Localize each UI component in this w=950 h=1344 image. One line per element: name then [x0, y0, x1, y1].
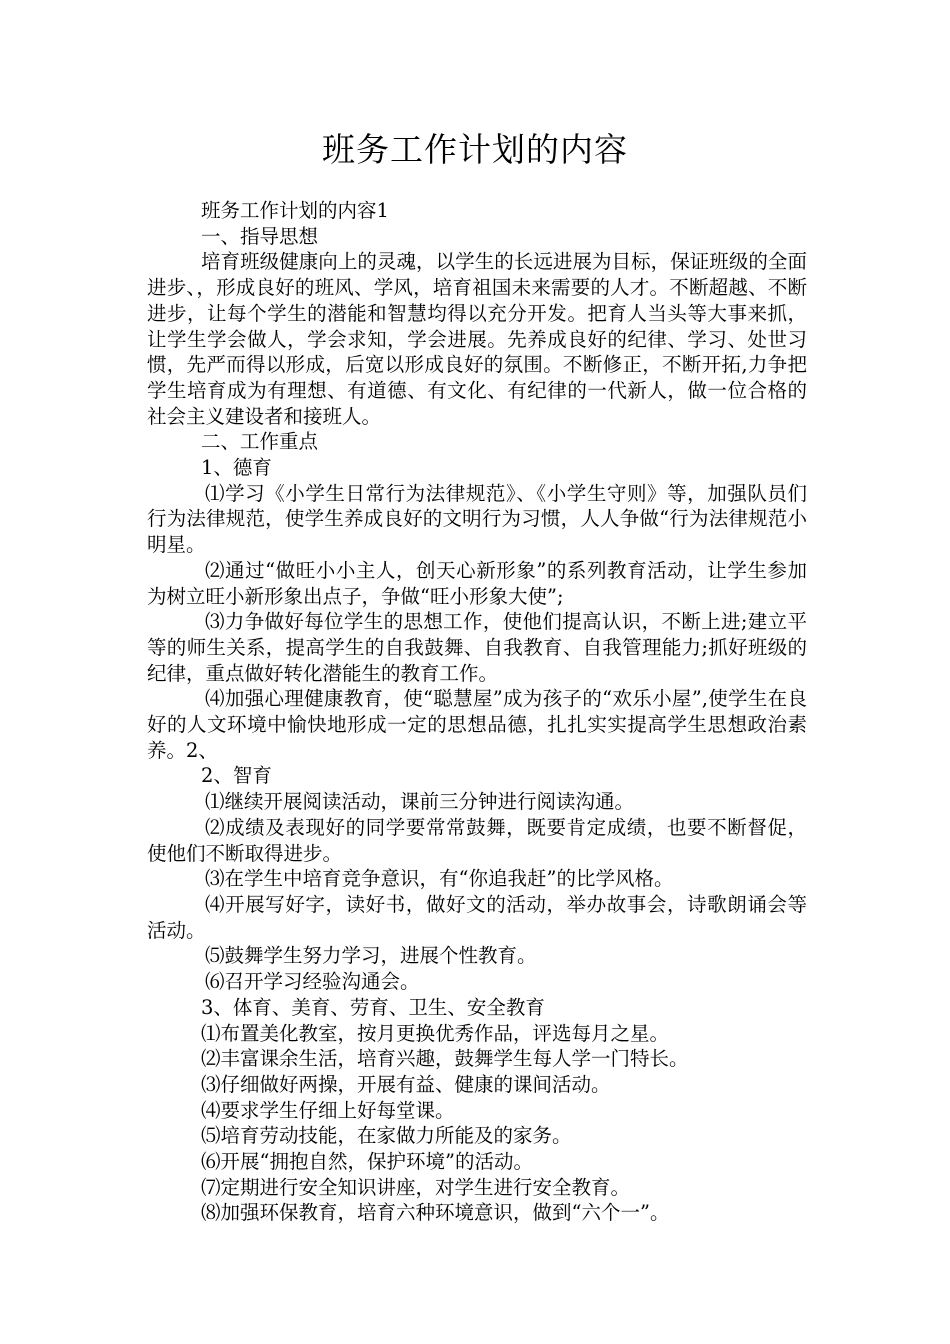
heading-work-focus: 二、工作重点	[201, 430, 319, 454]
moral-item-1: ⑴学习《小学生日常行为法律规范》、《小学生守则》等，加强队员们行为法律规范，使学生养成良好的文明行为习惯，人人争做“行为法律规范小明星。	[147, 481, 807, 557]
intellectual-item-2: ⑵成绩及表现好的同学要常常鼓舞，既要肯定成绩，也要不断督促，使他们不断取得进步。	[147, 815, 807, 865]
document-title: 班务工作计划的内容	[322, 130, 628, 169]
intellectual-item-3: ⑶在学生中培育竞争意识，有“你追我赶”的比学风格。	[205, 867, 674, 891]
other-item-8: ⑻加强环保教育，培育六种环境意识，做到“六个一”。	[201, 1201, 670, 1225]
heading-other-education: 3、体育、美育、劳育、卫生、安全教育	[201, 995, 545, 1019]
heading-intellectual-education: 2、智育	[201, 764, 272, 788]
heading-moral-education: 1、德育	[201, 456, 272, 480]
other-item-7: ⑺定期进行安全知识讲座，对学生进行安全教育。	[201, 1175, 631, 1199]
intellectual-item-6: ⑹召开学习经验沟通会。	[205, 970, 420, 994]
paragraph-guiding-ideology: 培育班级健康向上的灵魂，以学生的长远进展为目标，保证班级的全面进步、，形成良好的班风、学风，培育祖国未来需要的人才。不断超越、不断进步，让每个学生的潜能和智慧均得以充分开发。把育人当头等大事来抓，让学生学会做人，学会求知，学会进展。先养成良好的纪律、学习、处世习惯，先严而得以形成，后宽以形成良好的氛围。不断修正，不断开拓,力争把学生培育成为有理想、有道德、有文化、有纪律的一代新人，做一位合格的社会主义建设者和接班人。	[147, 250, 807, 428]
intellectual-item-5: ⑸鼓舞学生努力学习，进展个性教育。	[205, 944, 537, 968]
other-item-4: ⑷要求学生仔细上好每堂课。	[201, 1098, 455, 1122]
other-item-6: ⑹开展“拥抱自然，保护环境”的活动。	[201, 1150, 533, 1174]
other-item-1: ⑴布置美化教室，按月更换优秀作品，评选每月之星。	[201, 1021, 670, 1045]
moral-item-3: ⑶力争做好每位学生的思想工作，使他们提高认识，不断上进;建立平等的师生关系，提高学生的自我鼓舞、自我教育、自我管理能力;抓好班级的纪律，重点做好转化潜能生的教育工作。	[147, 610, 807, 685]
intellectual-item-1: ⑴继续开展阅读活动，课前三分钟进行阅读沟通。	[205, 790, 635, 814]
other-item-3: ⑶仔细做好两操，开展有益、健康的课间活动。	[201, 1072, 611, 1096]
other-item-5: ⑸培育劳动技能，在家做力所能及的家务。	[201, 1124, 572, 1148]
heading-guiding-ideology: 一、指导思想	[201, 224, 319, 248]
moral-item-4: ⑷加强心理健康教育，使“聪慧屋”成为孩子的“欢乐小屋”,使学生在良好的人文环境中愉快地形成一定的思想品德，扎扎实实提高学生思想政治素养。2、	[147, 687, 807, 762]
document-body	[147, 198, 807, 1226]
section-heading: 班务工作计划的内容1	[201, 199, 389, 222]
intellectual-item-4: ⑷开展写好字，读好书，做好文的活动，举办故事会，诗歌朗诵会等活动。	[147, 892, 807, 942]
moral-item-2: ⑵通过“做旺小小主人，创天心新形象”的系列教育活动，让学生参加为树立旺小新形象出点子，争做“旺小形象大使”;	[147, 558, 807, 608]
other-item-2: ⑵丰富课余生活，培育兴趣，鼓舞学生每人学一门特长。	[201, 1047, 689, 1071]
